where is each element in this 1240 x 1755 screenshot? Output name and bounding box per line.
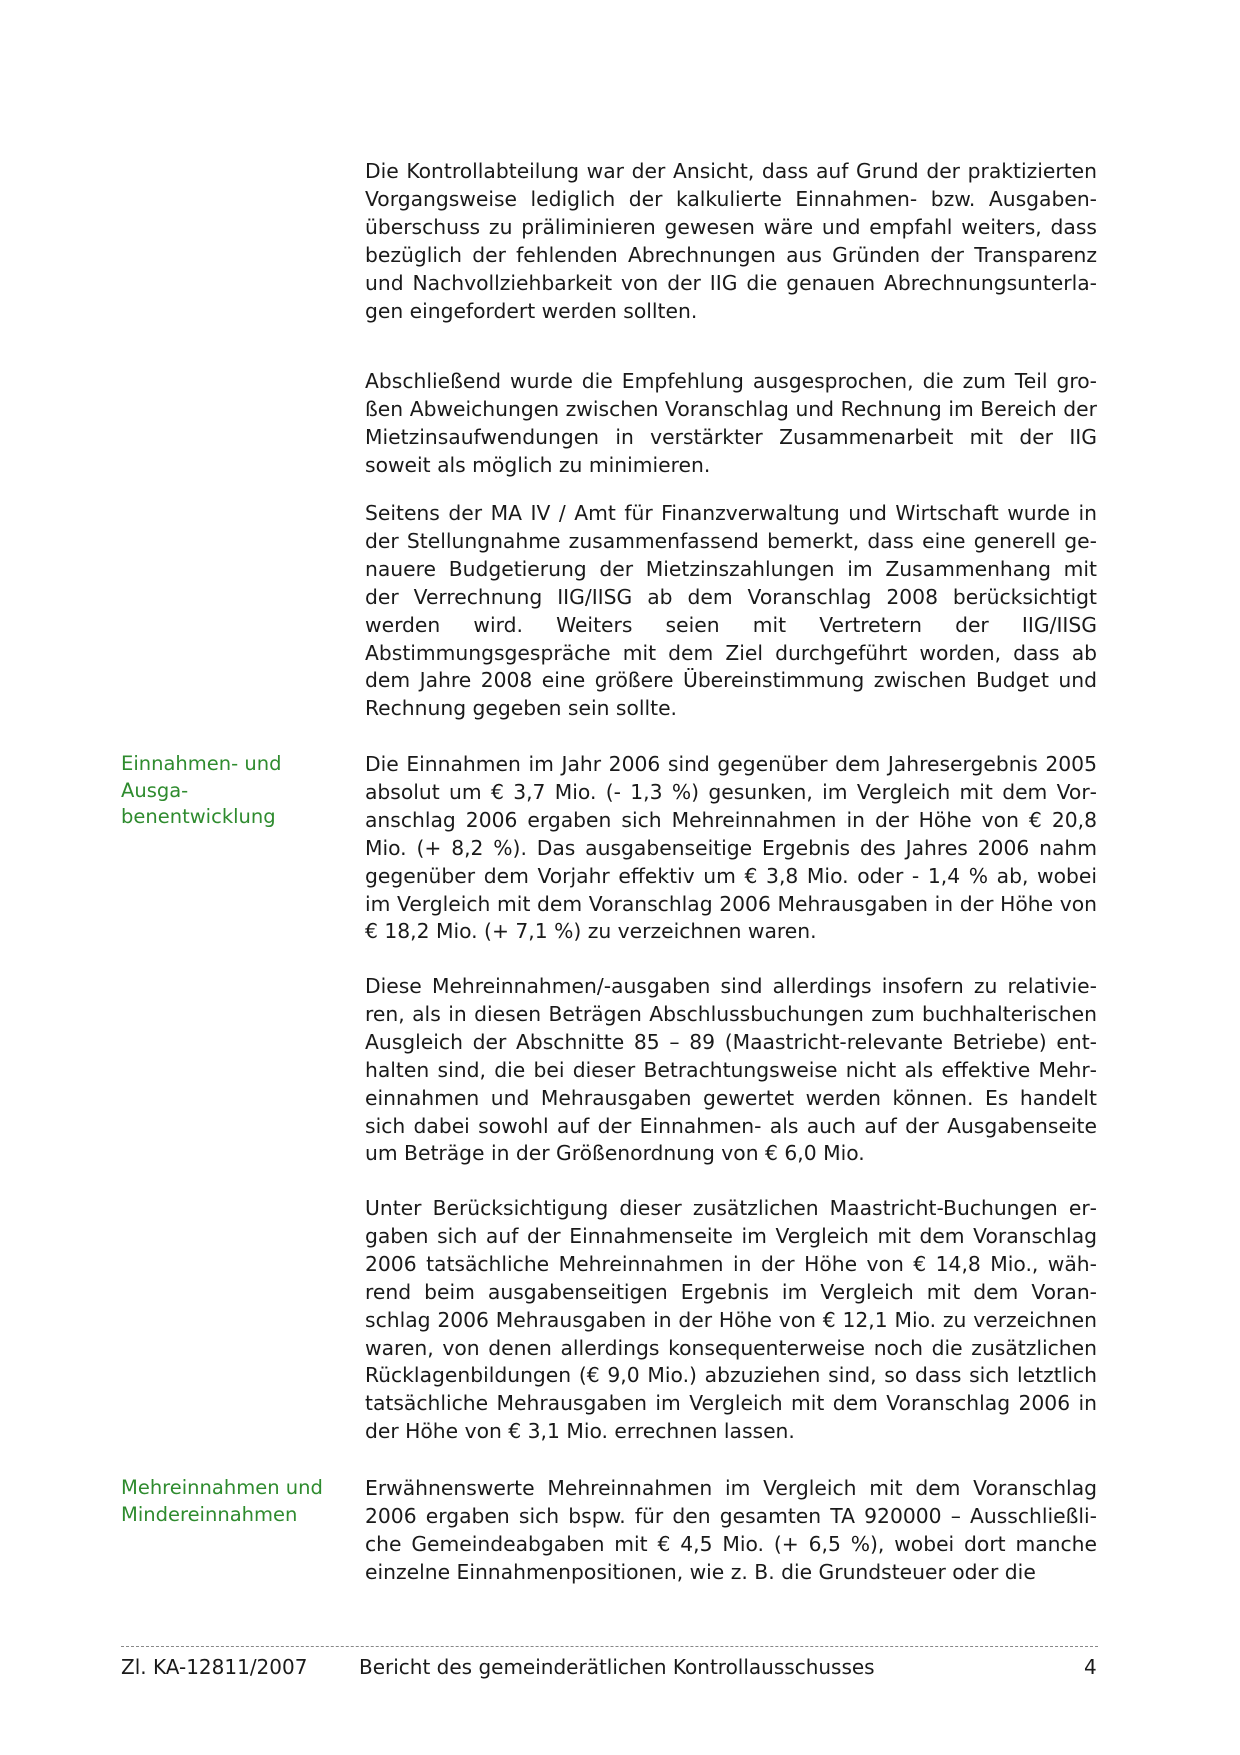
footer-title: Bericht des gemeinderätlichen Kontrollausschusses bbox=[359, 1655, 875, 1679]
paragraph-erwaehnenswerte-mehreinnahmen: Erwähnenswerte Mehreinnahmen im Vergleich mit dem Voranschlag 2006 ergaben sich bspw. für den gesamten TA 920000 – Ausschließliche Gemeindeabgaben mit € 4,5 Mio. (+ 6,5 %), wobei dort manche einzelne Einnahmenpositionen, wie z. B. die Grundsteuer oder die bbox=[365, 1476, 1097, 1584]
side-heading-line: Einnahmen- und Ausga- bbox=[121, 752, 282, 802]
side-heading-line: benentwicklung bbox=[121, 805, 276, 828]
footer-divider bbox=[121, 1646, 1098, 1647]
side-heading-mehreinnahmen-mindereinnahmen bbox=[121, 1475, 351, 1528]
side-heading-line: Mindereinnahmen bbox=[121, 1502, 298, 1526]
footer-reference: Zl. KA-12811/2007 bbox=[121, 1655, 308, 1679]
paragraph-kontrollabteilung-ansicht: Die Kontrollabteilung war der Ansicht, dass auf Grund der praktizierten Vorgangsweise lediglich der kalkulierte Einnahmen- bzw. Ausgabenüberschuss zu präliminieren gewesen wäre und empfahl weiters, dass bezüglich der fehlenden Abrechnungen aus Gründen der Transparenz und Nachvollziehbarkeit von der IIG die genauen Abrechnungsunterlagen eingefordert werden sollten. bbox=[365, 159, 1097, 323]
paragraph-maastricht-buchungen: Unter Berücksichtigung dieser zusätzlichen Maastricht-Buchungen ergaben sich auf der Einnahmenseite im Vergleich mit dem Voranschlag 2006 tatsächliche Mehreinnahmen in der Höhe von € 14,8 Mio., während beim ausgabenseitigen Ergebnis im Vergleich mit dem Voranschlag 2006 Mehrausgaben in der Höhe von € 12,1 Mio. zu verzeichnen waren, von denen allerdings konsequenterweise noch die zusätzlichen Rücklagenbildungen (€ 9,0 Mio.) abzuziehen sind, so dass sich letztlich tatsächliche Mehrausgaben im Vergleich mit dem Voranschlag 2006 in der Höhe von € 3,1 Mio. errechnen lassen. bbox=[365, 1196, 1097, 1444]
paragraph-stellungnahme-ma-iv: Seitens der MA IV / Amt für Finanzverwaltung und Wirtschaft wurde in der Stellungnahme zusammenfassend bemerkt, dass eine generell genauere Budgetierung der Mietzinszahlungen im Zusammenhang mit der Verrechnung IIG/IISG ab dem Voranschlag 2008 berücksichtigt werden wird. Weiters seien mit Vertretern der IIG/IISG Abstimmungsgespräche mit dem Ziel durchgeführt worden, dass ab dem Jahre 2008 eine größere Übereinstimmung zwischen Budget und Rechnung gegeben sein sollte. bbox=[365, 501, 1097, 721]
paragraph-einnahmen-2006: Die Einnahmen im Jahr 2006 sind gegenüber dem Jahresergebnis 2005 absolut um € 3,7 Mio. (- 1,3 %) gesunken, im Vergleich mit dem Voranschlag 2006 ergaben sich Mehreinnahmen in der Höhe von € 20,8 Mio. (+ 8,2 %). Das ausgabenseitige Ergebnis des Jahres 2006 nahm gegenüber dem Vorjahr effektiv um € 3,8 Mio. oder - 1,4 % ab, wobei im Vergleich mit dem Voranschlag 2006 Mehrausgaben in der Höhe von € 18,2 Mio. (+ 7,1 %) zu verzeichnen waren. bbox=[365, 752, 1097, 944]
footer-page-number: 4 bbox=[1084, 1655, 1097, 1679]
side-heading-line: Mehreinnahmen und bbox=[121, 1476, 323, 1499]
paragraph-empfehlung-mietzins: Abschließend wurde die Empfehlung ausgesprochen, die zum Teil großen Abweichungen zwischen Voranschlag und Rechnung im Bereich der Mietzinsaufwendungen in verstärkter Zusammenarbeit mit der IIG soweit als möglich zu minimieren. bbox=[365, 369, 1097, 477]
side-heading-einnahmen-ausgabenentwicklung bbox=[121, 751, 351, 831]
paragraph-mehreinnahmen-relativieren: Diese Mehreinnahmen/-ausgaben sind allerdings insofern zu relativieren, als in diesen Beträgen Abschlussbuchungen zum buchhalterischen Ausgleich der Abschnitte 85 – 89 (Maastricht-relevante Betriebe) enthalten sind, die bei dieser Betrachtungsweise nicht als effektive Mehreinnahmen und Mehrausgaben gewertet werden können. Es handelt sich dabei sowohl auf der Einnahmen- als auch auf der Ausgabenseite um Beträge in der Größenordnung von € 6,0 Mio. bbox=[365, 974, 1097, 1166]
